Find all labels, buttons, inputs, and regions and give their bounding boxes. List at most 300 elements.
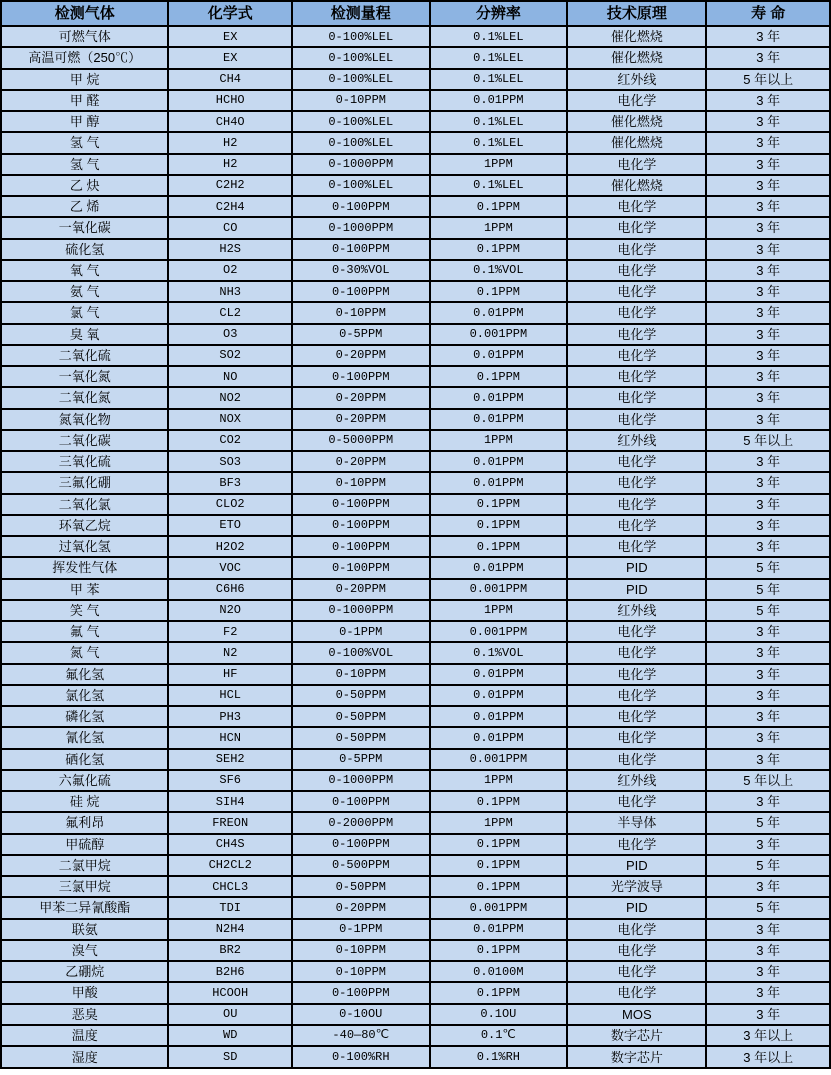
cell-technology-principle: 电化学 [567,260,706,281]
cell-lifespan: 3 年 [706,90,830,111]
cell-detection-range: 0-10PPM [292,940,430,961]
table-row [1,749,830,770]
table-row [1,897,830,918]
cell-lifespan: 3 年 [706,1004,830,1025]
cell-lifespan: 3 年 [706,834,830,855]
cell-chemical-formula: B2H6 [168,961,292,982]
cell-lifespan: 5 年 [706,855,830,876]
cell-technology-principle: 催化燃烧 [567,111,706,132]
cell-resolution: 0.01PPM [430,706,568,727]
cell-lifespan: 3 年 [706,196,830,217]
cell-chemical-formula: C2H4 [168,196,292,217]
cell-gas-name: 三氧化硫 [1,451,168,472]
table-row [1,260,830,281]
cell-detection-range: 0-100PPM [292,366,430,387]
cell-gas-name: 氰化氢 [1,727,168,748]
cell-technology-principle: 电化学 [567,664,706,685]
cell-chemical-formula: FREON [168,812,292,833]
cell-resolution: 0.01PPM [430,387,568,408]
cell-chemical-formula: H2S [168,239,292,260]
cell-resolution: 0.0100M [430,961,568,982]
cell-chemical-formula: NO2 [168,387,292,408]
cell-detection-range: 0-100%LEL [292,69,430,90]
cell-resolution: 0.1OU [430,1004,568,1025]
table-row [1,472,830,493]
cell-lifespan: 5 年 [706,579,830,600]
cell-chemical-formula: CH2CL2 [168,855,292,876]
cell-resolution: 1PPM [430,600,568,621]
cell-chemical-formula: HCL [168,685,292,706]
cell-lifespan: 3 年 [706,961,830,982]
table-row [1,834,830,855]
cell-technology-principle: 电化学 [567,919,706,940]
table-row [1,855,830,876]
cell-gas-name: 二氧化氮 [1,387,168,408]
cell-lifespan: 5 年 [706,600,830,621]
cell-chemical-formula: F2 [168,621,292,642]
table-row [1,982,830,1003]
cell-technology-principle: 电化学 [567,217,706,238]
cell-detection-range: 0-1000PPM [292,770,430,791]
cell-technology-principle: 电化学 [567,154,706,175]
cell-detection-range: 0-100PPM [292,982,430,1003]
cell-lifespan: 3 年 [706,727,830,748]
cell-gas-name: 三氯甲烷 [1,876,168,897]
cell-resolution: 0.001PPM [430,621,568,642]
cell-chemical-formula: HCHO [168,90,292,111]
cell-technology-principle: 催化燃烧 [567,26,706,47]
cell-technology-principle: 红外线 [567,69,706,90]
cell-lifespan: 3 年 [706,621,830,642]
cell-chemical-formula: CL2 [168,302,292,323]
cell-resolution: 0.1PPM [430,791,568,812]
cell-gas-name: 氧 气 [1,260,168,281]
cell-gas-name: 氮 气 [1,642,168,663]
cell-resolution: 0.01PPM [430,919,568,940]
cell-lifespan: 5 年以上 [706,69,830,90]
cell-lifespan: 3 年以上 [706,1046,830,1068]
cell-technology-principle: 电化学 [567,472,706,493]
cell-detection-range: 0-5PPM [292,324,430,345]
cell-lifespan: 3 年 [706,132,830,153]
cell-technology-principle: 数字芯片 [567,1025,706,1046]
table-row [1,494,830,515]
cell-chemical-formula: H2O2 [168,536,292,557]
cell-lifespan: 3 年 [706,919,830,940]
cell-lifespan: 3 年 [706,664,830,685]
cell-lifespan: 3 年 [706,175,830,196]
cell-chemical-formula: N2H4 [168,919,292,940]
cell-lifespan: 3 年 [706,217,830,238]
cell-detection-range: 0-1PPM [292,919,430,940]
cell-detection-range: 0-5000PPM [292,430,430,451]
cell-detection-range: 0-20PPM [292,345,430,366]
table-row [1,196,830,217]
table-row [1,536,830,557]
cell-resolution: 0.1%VOL [430,642,568,663]
table-row [1,579,830,600]
cell-technology-principle: 电化学 [567,727,706,748]
cell-chemical-formula: O2 [168,260,292,281]
cell-technology-principle: PID [567,897,706,918]
cell-gas-name: 一氧化氮 [1,366,168,387]
cell-resolution: 0.01PPM [430,664,568,685]
table-row [1,791,830,812]
cell-chemical-formula: BF3 [168,472,292,493]
cell-resolution: 1PPM [430,812,568,833]
cell-lifespan: 3 年 [706,111,830,132]
cell-resolution: 0.1PPM [430,940,568,961]
table-body [1,26,830,1068]
cell-chemical-formula: SF6 [168,770,292,791]
cell-gas-name: 挥发性气体 [1,557,168,578]
cell-gas-name: 过氧化氢 [1,536,168,557]
cell-resolution: 0.1%LEL [430,111,568,132]
cell-chemical-formula: C2H2 [168,175,292,196]
cell-lifespan: 5 年 [706,812,830,833]
cell-resolution: 0.01PPM [430,557,568,578]
cell-technology-principle: 电化学 [567,494,706,515]
cell-resolution: 0.1PPM [430,281,568,302]
cell-technology-principle: 电化学 [567,791,706,812]
cell-resolution: 0.01PPM [430,685,568,706]
table-row [1,175,830,196]
cell-detection-range: 0-5PPM [292,749,430,770]
table-row [1,876,830,897]
cell-technology-principle: 光学波导 [567,876,706,897]
cell-gas-name: 甲苯二异氰酸酯 [1,897,168,918]
cell-technology-principle: 电化学 [567,451,706,472]
cell-detection-range: 0-50PPM [292,685,430,706]
table-row [1,685,830,706]
cell-resolution: 0.1PPM [430,494,568,515]
cell-resolution: 0.01PPM [430,727,568,748]
cell-chemical-formula: CH4S [168,834,292,855]
cell-lifespan: 3 年 [706,47,830,68]
cell-technology-principle: 电化学 [567,940,706,961]
cell-resolution: 1PPM [430,770,568,791]
cell-gas-name: 氨 气 [1,281,168,302]
cell-detection-range: 0-20PPM [292,387,430,408]
cell-detection-range: 0-1PPM [292,621,430,642]
table-row [1,621,830,642]
cell-detection-range: 0-1000PPM [292,217,430,238]
cell-gas-name: 高温可燃（250℃） [1,47,168,68]
cell-resolution: 0.1%VOL [430,260,568,281]
table-row [1,1046,830,1068]
cell-lifespan: 5 年 [706,897,830,918]
cell-lifespan: 3 年 [706,642,830,663]
cell-gas-name: 氟利昂 [1,812,168,833]
cell-resolution: 0.1PPM [430,536,568,557]
table-row [1,324,830,345]
cell-detection-range: 0-1000PPM [292,600,430,621]
cell-detection-range: 0-50PPM [292,876,430,897]
cell-detection-range: 0-30%VOL [292,260,430,281]
table-row [1,1025,830,1046]
table-row [1,47,830,68]
cell-gas-name: 氟 气 [1,621,168,642]
header-resolution: 分辨率 [430,1,568,26]
cell-chemical-formula: PH3 [168,706,292,727]
cell-gas-name: 二氧化碳 [1,430,168,451]
cell-detection-range: 0-100%VOL [292,642,430,663]
cell-gas-name: 乙 烯 [1,196,168,217]
table-row [1,90,830,111]
cell-gas-name: 温度 [1,1025,168,1046]
cell-gas-name: 氯 气 [1,302,168,323]
cell-resolution: 0.01PPM [430,345,568,366]
table-row [1,515,830,536]
cell-lifespan: 5 年以上 [706,430,830,451]
cell-lifespan: 3 年 [706,345,830,366]
cell-chemical-formula: CO2 [168,430,292,451]
cell-chemical-formula: EX [168,26,292,47]
table-row [1,919,830,940]
header-technology-principle: 技术原理 [567,1,706,26]
cell-lifespan: 3 年 [706,494,830,515]
cell-resolution: 0.1PPM [430,196,568,217]
table-row [1,940,830,961]
cell-technology-principle: 电化学 [567,961,706,982]
cell-technology-principle: 电化学 [567,324,706,345]
cell-chemical-formula: O3 [168,324,292,345]
cell-gas-name: 氢 气 [1,154,168,175]
cell-lifespan: 3 年 [706,387,830,408]
cell-technology-principle: PID [567,855,706,876]
cell-detection-range: 0-100PPM [292,196,430,217]
cell-gas-name: 甲 烷 [1,69,168,90]
cell-detection-range: 0-1000PPM [292,154,430,175]
cell-resolution: 0.1%LEL [430,132,568,153]
cell-gas-name: 甲酸 [1,982,168,1003]
cell-detection-range: 0-10PPM [292,90,430,111]
cell-chemical-formula: NH3 [168,281,292,302]
cell-technology-principle: 半导体 [567,812,706,833]
table-row [1,961,830,982]
cell-gas-name: 磷化氢 [1,706,168,727]
table-row [1,600,830,621]
cell-technology-principle: 红外线 [567,770,706,791]
cell-resolution: 0.1PPM [430,515,568,536]
cell-resolution: 0.1%LEL [430,175,568,196]
cell-technology-principle: 电化学 [567,90,706,111]
header-detection-range: 检测量程 [292,1,430,26]
cell-technology-principle: 电化学 [567,345,706,366]
cell-detection-range: 0-100PPM [292,834,430,855]
cell-chemical-formula: C6H6 [168,579,292,600]
cell-chemical-formula: SEH2 [168,749,292,770]
cell-technology-principle: MOS [567,1004,706,1025]
table-row [1,387,830,408]
table-row [1,366,830,387]
cell-gas-name: 氢 气 [1,132,168,153]
cell-resolution: 0.1PPM [430,876,568,897]
cell-detection-range: 0-100PPM [292,281,430,302]
cell-gas-name: 甲硫醇 [1,834,168,855]
cell-chemical-formula: SO3 [168,451,292,472]
cell-lifespan: 3 年以上 [706,1025,830,1046]
cell-gas-name: 甲 醛 [1,90,168,111]
cell-technology-principle: 电化学 [567,834,706,855]
cell-chemical-formula: CH4 [168,69,292,90]
cell-gas-name: 三氟化硼 [1,472,168,493]
cell-lifespan: 3 年 [706,515,830,536]
cell-chemical-formula: N2 [168,642,292,663]
cell-resolution: 0.01PPM [430,302,568,323]
cell-detection-range: 0-100PPM [292,536,430,557]
cell-lifespan: 3 年 [706,324,830,345]
cell-technology-principle: 电化学 [567,239,706,260]
cell-resolution: 1PPM [430,217,568,238]
cell-resolution: 0.1%LEL [430,69,568,90]
cell-chemical-formula: NO [168,366,292,387]
cell-resolution: 1PPM [430,154,568,175]
cell-chemical-formula: TDI [168,897,292,918]
cell-lifespan: 3 年 [706,154,830,175]
table-row [1,727,830,748]
cell-chemical-formula: HCN [168,727,292,748]
cell-resolution: 0.1%LEL [430,47,568,68]
cell-resolution: 0.1PPM [430,982,568,1003]
cell-chemical-formula: NOX [168,409,292,430]
cell-detection-range: 0-10PPM [292,961,430,982]
cell-technology-principle: 电化学 [567,982,706,1003]
cell-technology-principle: 电化学 [567,685,706,706]
cell-gas-name: 二氧化硫 [1,345,168,366]
table-row [1,451,830,472]
header-lifespan: 寿 命 [706,1,830,26]
cell-resolution: 0.01PPM [430,90,568,111]
cell-detection-range: 0-100%LEL [292,111,430,132]
cell-detection-range: 0-20PPM [292,409,430,430]
cell-technology-principle: 电化学 [567,515,706,536]
cell-gas-name: 六氟化硫 [1,770,168,791]
cell-lifespan: 3 年 [706,302,830,323]
cell-gas-name: 甲 苯 [1,579,168,600]
cell-chemical-formula: SIH4 [168,791,292,812]
cell-technology-principle: 红外线 [567,430,706,451]
cell-technology-principle: 电化学 [567,281,706,302]
cell-resolution: 0.001PPM [430,897,568,918]
cell-technology-principle: 电化学 [567,642,706,663]
cell-technology-principle: 电化学 [567,409,706,430]
cell-detection-range: 0-50PPM [292,706,430,727]
cell-technology-principle: 数字芯片 [567,1046,706,1068]
cell-gas-name: 二氯甲烷 [1,855,168,876]
cell-detection-range: 0-100PPM [292,515,430,536]
cell-chemical-formula: CH4O [168,111,292,132]
cell-detection-range: 0-100%RH [292,1046,430,1068]
cell-gas-name: 环氧乙烷 [1,515,168,536]
cell-lifespan: 3 年 [706,239,830,260]
cell-technology-principle: 催化燃烧 [567,175,706,196]
cell-resolution: 0.01PPM [430,409,568,430]
cell-lifespan: 3 年 [706,791,830,812]
cell-gas-name: 硫化氢 [1,239,168,260]
cell-detection-range: 0-100PPM [292,494,430,515]
cell-detection-range: 0-100PPM [292,791,430,812]
cell-lifespan: 3 年 [706,876,830,897]
cell-chemical-formula: EX [168,47,292,68]
cell-lifespan: 3 年 [706,982,830,1003]
cell-chemical-formula: H2 [168,154,292,175]
cell-detection-range: 0-100PPM [292,557,430,578]
table-row [1,26,830,47]
cell-gas-name: 湿度 [1,1046,168,1068]
cell-gas-name: 笑 气 [1,600,168,621]
table-row [1,557,830,578]
cell-detection-range: 0-100%LEL [292,47,430,68]
cell-technology-principle: 电化学 [567,536,706,557]
cell-chemical-formula: CO [168,217,292,238]
table-row [1,154,830,175]
cell-gas-name: 联氨 [1,919,168,940]
cell-resolution: 0.001PPM [430,579,568,600]
cell-detection-range: 0-100%LEL [292,26,430,47]
cell-technology-principle: 电化学 [567,366,706,387]
cell-lifespan: 3 年 [706,940,830,961]
table-row [1,69,830,90]
cell-resolution: 0.1PPM [430,239,568,260]
cell-lifespan: 3 年 [706,451,830,472]
cell-resolution: 0.01PPM [430,472,568,493]
cell-technology-principle: PID [567,579,706,600]
cell-resolution: 0.01PPM [430,451,568,472]
cell-detection-range: 0-10PPM [292,302,430,323]
table-row [1,706,830,727]
cell-resolution: 0.1PPM [430,834,568,855]
table-row [1,217,830,238]
cell-chemical-formula: HF [168,664,292,685]
cell-detection-range: 0-10PPM [292,664,430,685]
cell-technology-principle: 电化学 [567,387,706,408]
cell-detection-range: -40—80℃ [292,1025,430,1046]
cell-chemical-formula: OU [168,1004,292,1025]
cell-chemical-formula: SD [168,1046,292,1068]
cell-resolution: 0.1℃ [430,1025,568,1046]
cell-gas-name: 一氧化碳 [1,217,168,238]
cell-detection-range: 0-500PPM [292,855,430,876]
cell-detection-range: 0-10PPM [292,472,430,493]
cell-chemical-formula: H2 [168,132,292,153]
cell-chemical-formula: N2O [168,600,292,621]
cell-lifespan: 3 年 [706,281,830,302]
cell-chemical-formula: SO2 [168,345,292,366]
cell-chemical-formula: ETO [168,515,292,536]
cell-resolution: 0.1PPM [430,366,568,387]
cell-detection-range: 0-100PPM [292,239,430,260]
cell-lifespan: 3 年 [706,706,830,727]
header-chemical-formula: 化学式 [168,1,292,26]
table-row [1,345,830,366]
cell-gas-name: 氯化氢 [1,685,168,706]
cell-chemical-formula: CHCL3 [168,876,292,897]
table-row [1,812,830,833]
table-row [1,409,830,430]
cell-technology-principle: 红外线 [567,600,706,621]
cell-resolution: 1PPM [430,430,568,451]
cell-gas-name: 乙硼烷 [1,961,168,982]
cell-gas-name: 氟化氢 [1,664,168,685]
cell-detection-range: 0-20PPM [292,897,430,918]
cell-chemical-formula: WD [168,1025,292,1046]
cell-gas-name: 二氧化氯 [1,494,168,515]
cell-gas-name: 硒化氢 [1,749,168,770]
cell-technology-principle: 催化燃烧 [567,132,706,153]
cell-lifespan: 3 年 [706,536,830,557]
cell-technology-principle: 电化学 [567,706,706,727]
